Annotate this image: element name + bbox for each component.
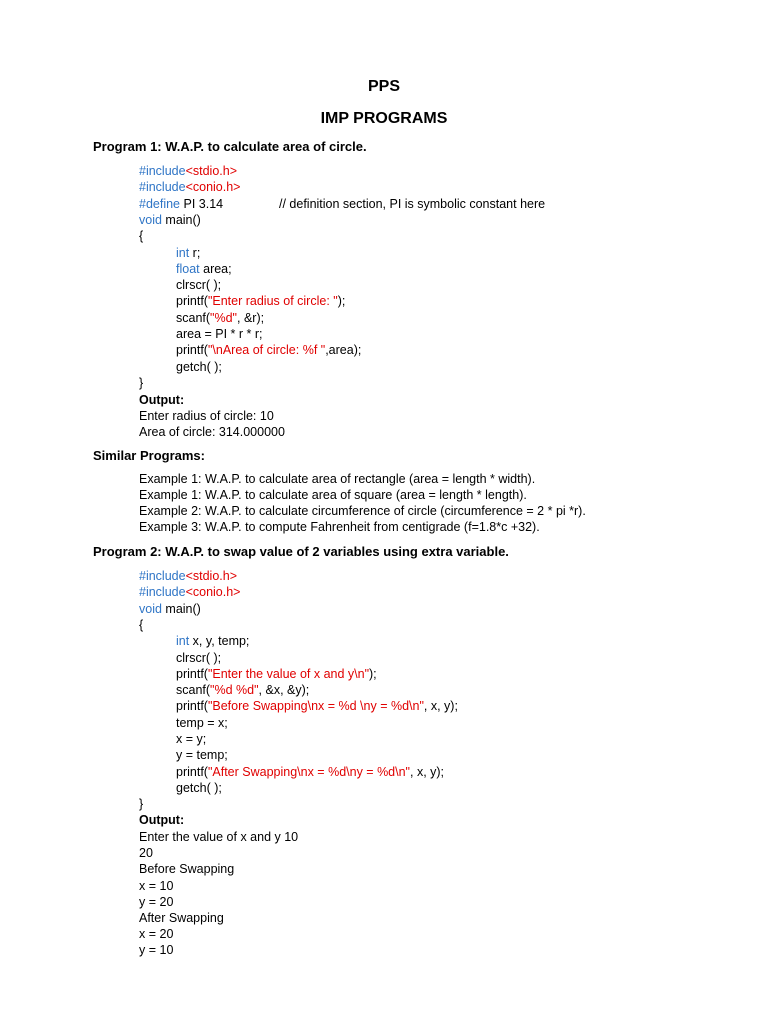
code-line xyxy=(139,163,237,179)
code-token: getch( ); xyxy=(176,359,222,374)
code-line xyxy=(176,682,309,698)
code-token: printf( xyxy=(176,294,208,309)
code-token: int xyxy=(176,634,190,649)
program2-output-line: y = 10 xyxy=(139,943,174,958)
code-line xyxy=(176,666,377,682)
code-token: clrscr( ); xyxy=(176,278,222,293)
code-token: "Before Swapping\nx = %d \ny = %d\n" xyxy=(207,699,424,714)
code-line xyxy=(139,568,237,584)
code-token: ); xyxy=(369,666,377,681)
code-token: , x, y); xyxy=(423,699,458,714)
code-line xyxy=(176,764,444,780)
code-token: #define xyxy=(139,196,181,211)
code-token: x = y; xyxy=(176,732,207,746)
program2-heading: Program 2: W.A.P. to swap value of 2 variables using extra variable. xyxy=(93,544,509,559)
code-line xyxy=(176,245,200,261)
program1-output-label: Output: xyxy=(139,393,185,407)
page-subtitle: IMP PROGRAMS xyxy=(320,110,448,127)
program1-heading: Program 1: W.A.P. to calculate area of circle. xyxy=(93,139,367,154)
code-line xyxy=(139,212,201,228)
code-line xyxy=(176,747,228,763)
code-token: y = temp; xyxy=(176,748,228,763)
code-token: int xyxy=(176,245,190,260)
code-token: scanf( xyxy=(176,310,211,325)
code-line xyxy=(176,310,264,326)
code-token: temp = x; xyxy=(176,715,228,730)
code-line xyxy=(176,326,263,342)
code-token: getch( ); xyxy=(176,780,222,795)
code-token: { xyxy=(139,229,144,244)
code-line xyxy=(176,342,361,358)
code-token: #include xyxy=(139,164,186,178)
program2-output-line: Enter the value of x and y 10 xyxy=(139,830,299,844)
code-token: printf( xyxy=(176,666,208,681)
code-line xyxy=(176,261,232,277)
code-line xyxy=(176,731,206,747)
code-token: "%d %d" xyxy=(210,683,259,698)
code-token: } xyxy=(139,375,144,390)
code-line xyxy=(176,293,345,309)
code-line xyxy=(139,179,241,195)
code-token: void xyxy=(139,212,162,227)
code-line xyxy=(176,633,249,649)
code-token: x, y, temp; xyxy=(189,634,250,649)
similar-program-item: Example 2: W.A.P. to calculate circumference of circle (circumference = 2 * pi *r). xyxy=(139,504,586,518)
code-token: "%d" xyxy=(210,310,237,325)
similar-program-item: Example 3: W.A.P. to compute Fahrenheit from centigrade (f=1.8*c +32). xyxy=(139,520,540,534)
code-line xyxy=(176,715,228,731)
code-token: PI 3.14 xyxy=(180,196,224,211)
program2-output-line: y = 20 xyxy=(139,894,174,909)
code-line xyxy=(139,375,143,391)
code-token: float xyxy=(176,261,200,276)
code-token: #include xyxy=(139,180,186,195)
code-token: <stdio.h> xyxy=(185,164,238,178)
code-line xyxy=(139,601,201,617)
code-token: "Enter radius of circle: " xyxy=(207,294,338,309)
code-line xyxy=(139,796,143,812)
code-line xyxy=(176,650,221,666)
code-token: , &x, &y); xyxy=(258,683,310,698)
program1-output-line: Enter radius of circle: 10 xyxy=(139,409,274,423)
code-token: void xyxy=(139,601,162,616)
code-line xyxy=(139,617,143,633)
program1-output-line: Area of circle: 314.000000 xyxy=(139,425,285,439)
similar-program-item: Example 1: W.A.P. to calculate area of square (area = length * length). xyxy=(139,488,527,502)
code-line xyxy=(176,698,458,714)
code-token: area; xyxy=(199,261,232,276)
code-line xyxy=(139,228,143,244)
code-token: printf( xyxy=(176,343,208,358)
code-token: "After Swapping\nx = %d\ny = %d\n" xyxy=(207,764,410,779)
similar-programs-heading: Similar Programs: xyxy=(93,448,205,463)
code-token: <conio.h> xyxy=(185,180,241,195)
code-line xyxy=(176,359,222,375)
code-token: printf( xyxy=(176,764,208,779)
program2-output-line: x = 10 xyxy=(139,878,174,893)
code-line xyxy=(176,780,222,796)
code-token: scanf( xyxy=(176,683,211,698)
code-token: main() xyxy=(161,212,201,227)
code-token: , x, y); xyxy=(410,764,445,779)
program2-output-label: Output: xyxy=(139,813,185,827)
program2-output-line: After Swapping xyxy=(139,911,224,925)
code-token: #include xyxy=(139,585,186,600)
code-line xyxy=(139,584,241,600)
page-title: PPS xyxy=(367,78,400,95)
program2-output-line: x = 20 xyxy=(139,927,174,942)
code-token: ); xyxy=(337,294,346,309)
code-token: main() xyxy=(161,601,201,616)
code-token: { xyxy=(139,617,144,632)
code-token: area = PI * r * r; xyxy=(176,327,263,341)
code-comment: // definition section, PI is symbolic constant here xyxy=(279,196,546,211)
code-token: "Enter the value of x and y\n" xyxy=(207,666,370,681)
code-token: r; xyxy=(189,245,201,260)
similar-program-item: Example 1: W.A.P. to calculate area of rectangle (area = length * width). xyxy=(139,472,536,486)
code-token: clrscr( ); xyxy=(176,650,222,665)
code-token: ,area); xyxy=(325,343,362,358)
code-line xyxy=(176,277,221,293)
code-line xyxy=(139,196,223,212)
program2-output-line: 20 xyxy=(139,846,153,861)
code-token: <stdio.h> xyxy=(185,569,238,583)
code-token: printf( xyxy=(176,699,208,714)
code-token: <conio.h> xyxy=(185,585,241,600)
code-token: "\nArea of circle: %f " xyxy=(207,343,326,358)
program2-output-line: Before Swapping xyxy=(139,862,235,877)
code-token: , &r); xyxy=(237,310,265,325)
code-token: } xyxy=(139,797,144,812)
code-token: #include xyxy=(139,569,186,583)
